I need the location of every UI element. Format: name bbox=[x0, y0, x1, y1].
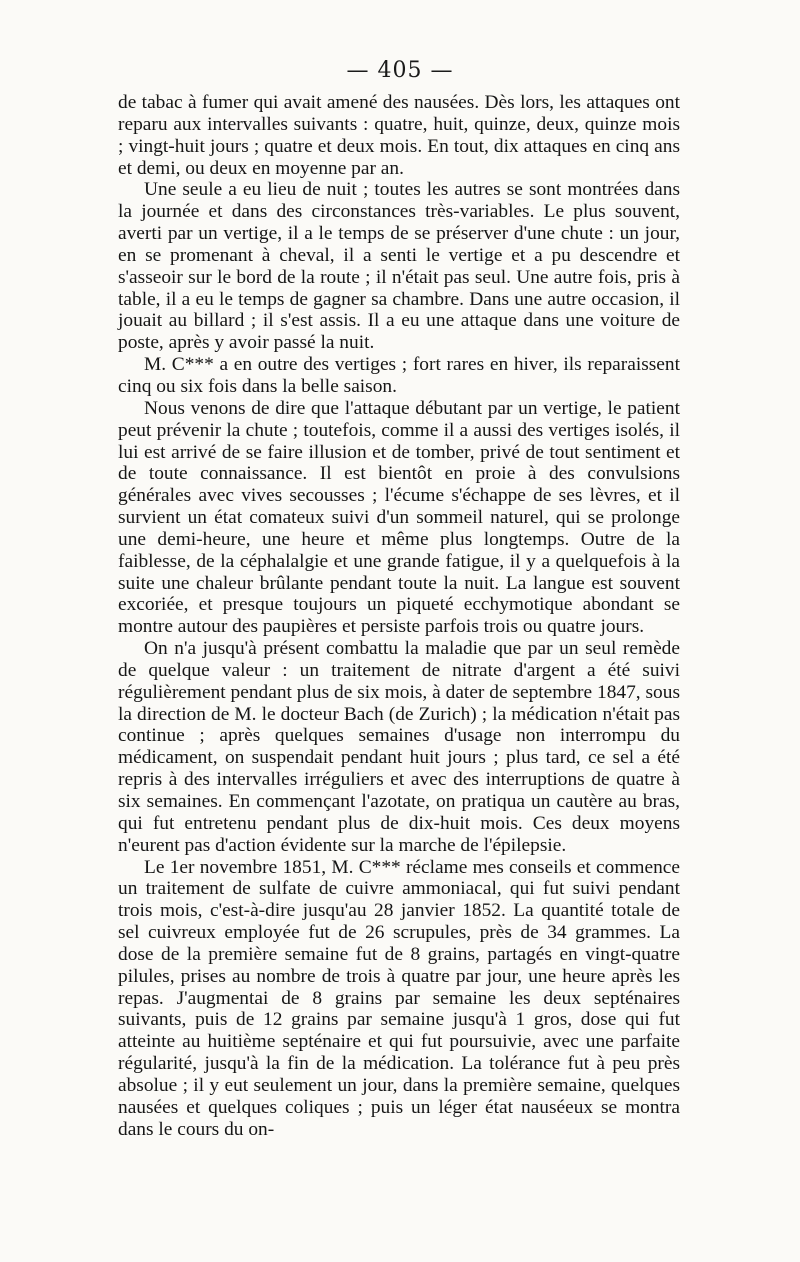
page-number: — 405 — bbox=[346, 58, 454, 83]
paragraph-3: M. C*** a en outre des vertiges ; fort rares en hiver, ils reparaissent cinq ou six fois dans la belle saison. bbox=[118, 354, 680, 397]
body-text bbox=[118, 92, 680, 1141]
paragraph-4: Nous venons de dire que l'attaque débutant par un vertige, le patient peut prévenir la chute ; toutefois, comme il a aussi des vertiges isolés, il lui est arrivé de se faire illusion et de tomber, privé de tout sentiment et de toute connaissance. Il est bientôt en proie à des convulsions générales avec vives secousses ; l'écume s'échappe de ses lèvres, et il survient un état comateux suivi d'un sommeil naturel, qui se prolonge une demi-heure, une heure et même plus longtemps. Outre de la faiblesse, de la céphalalgie et une grande fatigue, il y a quelquefois à la suite une chaleur brûlante pendant toute la nuit. La langue est souvent excoriée, et presque toujours un piqueté ecchymotique abondant se montre autour des paupières et persiste parfois trois ou quatre jours. bbox=[118, 397, 680, 638]
paragraph-5: On n'a jusqu'à présent combattu la maladie que par un seul remède de quelque valeur : un traitement de nitrate d'argent a été suivi régulièrement pendant plus de six mois, à dater de septembre 1847, sous la direction de M. le docteur Bach (de Zurich) ; la médication n'était pas continue ; après quelques semaines d'usage non interrompu du médicament, on suspendait pendant huit jours ; plus tard, ce sel a été repris à des intervalles irréguliers et avec des interruptions de quatre à six semaines. En commençant l'azotate, on pratiqua un cautère au bras, qui fut entretenu pendant plus de dix-huit mois. Ces deux moyens n'eurent pas d'action évidente sur la marche de l'épilepsie. bbox=[118, 638, 680, 856]
paragraph-6: Le 1er novembre 1851, M. C*** réclame mes conseils et commence un traitement de sulfate de cuivre ammoniacal, qui fut suivi pendant trois mois, c'est-à-dire jusqu'au 28 janvier 1852. La quantité totale de sel cuivreux employée fut de 26 scrupules, près de 34 grammes. La dose de la première semaine fut de 8 grains, partagés en vingt-quatre pilules, prises au nombre de trois à quatre par jour, une heure après les repas. J'augmentai de 8 grains par semaine les deux septénaires suivants, puis de 12 grains par semaine jusqu'à 1 gros, dose qui fut atteinte au huitième septénaire et qui fut poursuivie, avec une parfaite régularité, jusqu'à la fin de la médication. La tolérance fut à peu près absolue ; il y eut seulement un jour, dans la première semaine, quelques nausées et quelques coliques ; puis un léger état nauséeux se montra dans le cours du on- bbox=[118, 856, 680, 1140]
paragraph-2: Une seule a eu lieu de nuit ; toutes les autres se sont montrées dans la journée et dans des circonstances très-variables. Le plus souvent, averti par un vertige, il a le temps de se préserver d'une chute : un jour, en se promenant à cheval, il a senti le vertige et a pu descendre et s'asseoir sur le bord de la route ; il n'était pas seul. Une autre fois, pris à table, il a eu le temps de gagner sa chambre. Dans une autre occasion, il jouait au billard ; il s'est assis. Il a eu une attaque dans une voiture de poste, après y avoir passé la nuit. bbox=[118, 179, 680, 354]
paragraph-1: de tabac à fumer qui avait amené des nausées. Dès lors, les attaques ont reparu aux intervalles suivants : quatre, huit, quinze, deux, quinze mois ; vingt-huit jours ; quatre et deux mois. En tout, dix attaques en cinq ans et demi, ou deux en moyenne par an. bbox=[118, 92, 680, 179]
